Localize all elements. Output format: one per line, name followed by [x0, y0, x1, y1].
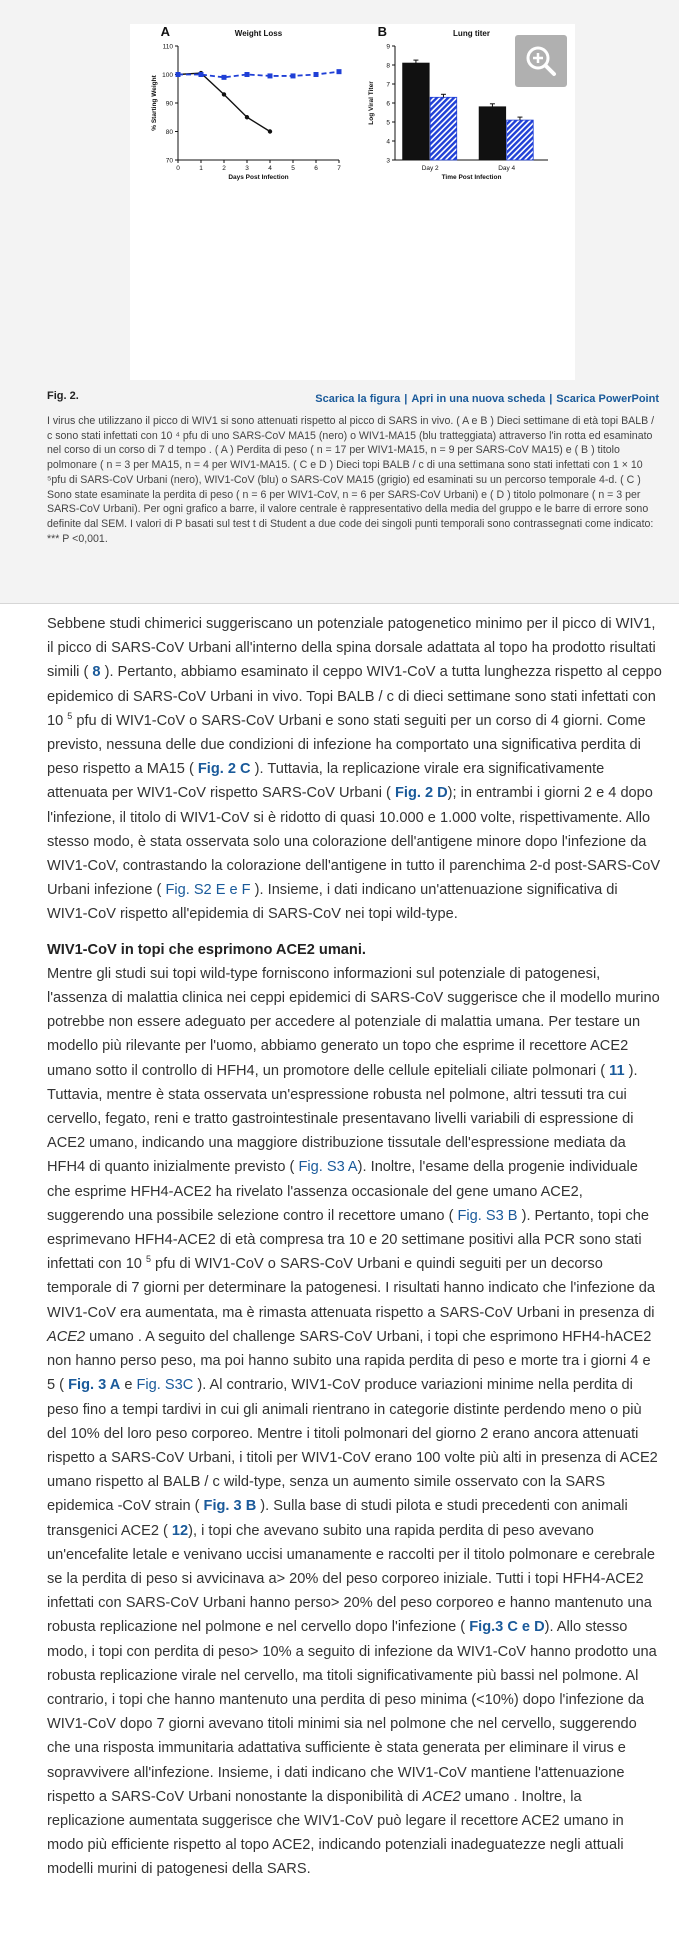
superscript: 5: [145, 1254, 151, 1265]
panel-a-ylabel: % Starting Weight: [151, 75, 158, 131]
panel-a-point: [245, 72, 250, 77]
section-heading: WIV1-CoV in topi che esprimono ACE2 umani.: [47, 941, 366, 958]
panel-b-ytick-label: 8: [386, 62, 390, 70]
panel-b-xtick-label: Day 2: [421, 165, 439, 172]
zoom-icon: [515, 35, 567, 87]
panel-a-ytick-label: 90: [165, 100, 173, 108]
superscript: 5: [67, 710, 73, 721]
article-body: [47, 612, 662, 1882]
reference-link[interactable]: 11: [609, 1062, 625, 1079]
p2-text: pfu di WIV1-CoV o SARS-CoV Urbani e quindi seguiti per un decorso temporale di 7 giorni per determinare la patogenesi. I risultati hanno indicato che l'infezione da WIV1-CoV era aumentata, ma è rimasta attenuata rispetto a SARS-CoV Urbani in presenza di: [47, 1256, 655, 1321]
italic-text: ACE2: [47, 1328, 86, 1345]
p2-text: ). Allo stesso modo, i topi con perdita di peso> 10% a seguito di infezione da WIV1-CoV hanno prodotto una robusta replicazione virale nel cervello, ma titoli significativamente più bassi nel polmone. Al contrario, i topi che hanno mantenuto una perdita di peso minima (<10%) dopo l'infezione da WIV1-CoV dopo 7 giorni avevano titoli minimi sia nel polmone che nel cervello, suggerendo che una risposta immunitaria adattativa sufficiente è stata generata per eliminare il virus e sopravvivere all'infezione. Insieme, i dati indicano che WIV1-CoV mantiene l'attenuazione rispetto a SARS-CoV Urbani nonostante la disponibilità di: [47, 1619, 657, 1805]
download-powerpoint-link[interactable]: Scarica PowerPoint: [556, 393, 659, 405]
p2-text: ). Sulla base di studi pilota e studi precedenti con animali transgenici ACE2 (: [47, 1498, 628, 1539]
panel-b-title: Lung titer: [453, 29, 490, 38]
panel-b-xtick-label: Day 4: [498, 165, 516, 172]
panel-a-xtick-label: 6: [314, 165, 318, 172]
panel-b-bar: [507, 120, 534, 160]
panel-a-point: [268, 129, 272, 133]
p2-text: umano . A seguito del challenge SARS-CoV Urbani, i topi che esprimono HFH4-hACE2 non hanno perso peso, ma poi hanno subito una rapida perdita di peso e morte tra i giorni 4 e 5 (: [47, 1328, 652, 1394]
reference-link[interactable]: Fig. 2 C: [197, 761, 251, 778]
reference-link[interactable]: Fig. S3C: [136, 1377, 194, 1394]
panel-b-ytick-label: 5: [386, 119, 390, 127]
reference-link[interactable]: 8: [92, 664, 101, 681]
p1-text: ); in entrambi i giorni 2 e 4 dopo l'infezione, il titolo di WIV1-CoV si è ridotto di quasi 10.000 e 1.000 volte, rispettivamente. Allo stesso modo, è stata osservata solo una colorazione dell'antigene minore dopo l'infezione da WIV1-CoV, contrastando la colorazione dell'antigene in tutto il parenchima 2-d post-SARS-CoV Urbani infezione (: [47, 785, 661, 899]
panel-a-xtick-label: 3: [245, 165, 249, 172]
p2-text: ). Tuttavia, mentre è stata osservata un'espressione robusta nel polmone, altri tessuti tra cui cervello, fegato, reni e tratto gastrointestinale presentavano livelli variabili di espressione di ACE2 umano, indicando una maggiore distribuzione tissutale dell'espressione mediata da HFH4 di quanto inizialmente previsto (: [47, 1062, 638, 1176]
open-new-tab-link[interactable]: Apri in una nuova scheda: [411, 393, 546, 405]
panel-a-point: [176, 72, 181, 77]
figure-image[interactable]: [130, 24, 575, 380]
panel-b-letter: B: [377, 24, 387, 39]
p1-text: ). Pertanto, abbiamo esaminato il ceppo WIV1-CoV a tutta lunghezza rispetto al ceppo epidemico di SARS-CoV Urbani in vivo. Topi BALB / c di dieci settimane sono stati infettati con 10: [47, 664, 662, 729]
panel-a-ytick-label: 110: [162, 43, 173, 51]
panel-b-ytick-label: 4: [386, 138, 390, 146]
panel-a-point: [337, 69, 342, 74]
panel-a-xtick-label: 1: [199, 165, 203, 172]
p1-text: Sebbene studi chimerici suggeriscano un potenziale patogenetico minimo per il picco di WIV1, il picco di SARS-CoV Urbani all'interno della spina dorsale adattata al topo ha prodotto risultati simili (: [47, 616, 656, 681]
panel-a-point: [222, 92, 226, 96]
p2-text: Mentre gli studi sui topi wild-type forniscono informazioni sul potenziale di patogenesi, l'assenza di malattia clinica nei ceppi epidemici di SARS-CoV suggerisce che il modello murino potrebbe non essere adeguato per accedere al potenziale di malattia umana. Per testare un modello più rilevante per l'uomo, abbiamo generato un topo che esprime il recettore ACE2 umano sotto il controllo di HFH4, un promotore delle cellule epiteliali ciliate polmonari (: [47, 965, 660, 1079]
p2-text: ). Inoltre, l'esame della progenie individuale che esprime HFH4-ACE2 ha rivelato l'assenza occasionale del gene umano ACE2, suggerendo una possibile selezione contro il recettore umano (: [47, 1159, 638, 1224]
panel-a-xtick-label: 0: [176, 165, 180, 172]
reference-link[interactable]: Fig. 2 D: [394, 785, 448, 802]
panel-a-xtick-label: 4: [268, 165, 272, 172]
paragraph-2: [47, 962, 662, 1882]
p2-text: umano . Inoltre, la replicazione aumentata suggerisce che WIV1-CoV può legare il recettore ACE2 umano in modo più efficiente rispetto al topo ACE2, indicando potenziali inadeguatezze negli attuali modelli murini di patogenesi della SARS.: [47, 1788, 624, 1878]
reference-link[interactable]: Fig. 3 B: [203, 1498, 257, 1515]
figure-container: [0, 0, 679, 604]
p2-text: ). Al contrario, WIV1-CoV produce variazioni minime nella perdita di peso fino a tempi tardivi in cui gli animali rientrano in categorie distinte perdendo meno o più del 10% del loro peso corporeo. Mentre i titoli polmonari del giorno 2 erano ancora attenuati rispetto a SARS-CoV Urbani, i titoli per WIV1-CoV erano 100 volte più alti in presenza di ACE2 umano rispetto al BALB / c wild-type, senza un aumento simile osservato con la SARS epidemica -CoV strain (: [47, 1377, 658, 1515]
figure-caption: I virus che utilizzano il picco di WIV1 si sono attenuati rispetto al picco di SARS in vivo. ( A e B ) Dieci settimane di età topi BALB / c sono stati infettati con 10 ⁴ pfu di uno SARS-CoV MA15 (nero) o WIV1-MA15 (blu tratteggiata) attraverso l'in rotta ed esaminato nel corso di un corso di 7 d tempo . ( A ) Perdita di peso ( n = 17 per WIV1-MA15, n = 9 per SARS-CoV MA15) e ( B ) titolo polmonare ( n = 3 per MA15, n = 4 per WIV1-MA15. ( C e D ) Dieci topi BALB / c di una settimana sono stati infettati con 1 × 10 ⁵pfu di SARS-CoV Urbani (nero), WIV1-CoV (blu) o SARS-CoV MA15 (grigio) ed esaminati su un percorso temporale 4-d. ( C ) Sono state esaminate la perdita di peso ( n = 6 per WIV1-CoV, n = 6 per SARS-CoV Urbani) e ( D ) titolo polmonare ( n = 3 per SARS-CoV Urbani). Per ogni grafico a barre, il valore centrale è rappresentativo della media del gruppo e le barre di errore sono definite dal SEM. I valori di P basati sul test t di Student a due code dei singoli punti temporali sono contrassegnati come indicato: *** P <0,001.: [47, 415, 655, 545]
panel-b-ytick-label: 3: [386, 157, 390, 165]
panel-a-series-line: [178, 73, 270, 131]
paragraph-1: [47, 612, 662, 927]
panel-b-ytick-label: 9: [386, 43, 390, 51]
panel-a-xtick-label: 2: [222, 165, 226, 172]
panel-a-point: [222, 75, 227, 80]
panel-a-ytick-label: 100: [162, 72, 173, 79]
panel-a-xtick-label: 7: [337, 165, 341, 172]
panel-b-bar: [479, 107, 506, 160]
p1-text: pfu di WIV1-CoV o SARS-CoV Urbani e sono stati seguiti per un corso di 4 giorni. Come previsto, nessuna delle due condizioni di infezione ha comportato una significativa perdita di peso rispetto a MA15 (: [47, 712, 646, 778]
p2-text: ). Pertanto, topi che esprimevano HFH4-ACE2 di età compresa tra 10 e 20 settimane positivi alla PCR sono stati infettati con 10: [47, 1207, 649, 1273]
panel-b-ytick-label: 7: [386, 81, 390, 89]
panel-b-bar: [430, 97, 457, 160]
panel-a-point: [291, 73, 296, 78]
panel-a-letter: A: [160, 24, 170, 39]
reference-link[interactable]: Fig. S2 E e F: [165, 882, 251, 899]
download-figure-link[interactable]: Scarica la figura: [315, 393, 401, 405]
panel-a-point: [314, 72, 319, 77]
p2-text: e: [120, 1377, 137, 1394]
p1-text: ). Tuttavia, la replicazione virale era significativamente attenuata per WIV1-CoV rispetto SARS-CoV Urbani (: [47, 761, 605, 802]
panel-a-xtick-label: 5: [291, 165, 295, 172]
italic-text: ACE2: [422, 1788, 461, 1805]
reference-link[interactable]: Fig. S3 A: [298, 1159, 358, 1176]
p1-text: ). Insieme, i dati indicano un'attenuazione significativa di WIV1-CoV rispetto all'epidemia di SARS-CoV nei topi wild-type.: [47, 882, 618, 923]
panel-a-point: [245, 115, 249, 119]
zoom-button[interactable]: [515, 35, 567, 87]
panel-b-xlabel: Time Post Infection: [441, 174, 502, 181]
reference-link[interactable]: Fig. 3 A: [68, 1377, 121, 1394]
figure-panels: [130, 24, 575, 380]
panel-b-bar: [403, 63, 430, 160]
reference-link[interactable]: Fig. S3 B: [457, 1207, 518, 1224]
figure-links: Scarica la figura | Apri in una nuova scheda | Scarica PowerPoint: [315, 393, 659, 405]
p2-text: ), i topi che avevano subito una rapida perdita di peso avevano un'encefalite letale e venivano uccisi umanamente e raccolti per il titolo polmonare e cerebrale se la perdita di peso si avvicinava a> 20% del peso corporeo iniziale. Tutti i topi HFH4-ACE2 infettati con SARS-CoV Urbani hanno perso> 20% del peso corporeo e hanno mantenuto una robusta replicazione nel polmone e nel cervello dopo l'infezione (: [47, 1522, 655, 1636]
panel-a-title: Weight Loss: [234, 29, 283, 38]
panel-a-xlabel: Days Post Infection: [228, 174, 289, 181]
panel-a-ytick-label: 70: [165, 157, 173, 165]
reference-link[interactable]: 12: [171, 1522, 189, 1539]
panel-b-ytick-label: 6: [386, 100, 390, 108]
panel-b-ylabel: Log Viral Titer: [368, 81, 375, 125]
panel-a-point: [199, 72, 204, 77]
figure-label: Fig. 2.: [47, 390, 79, 402]
panel-a-ytick-label: 80: [165, 129, 173, 136]
reference-link[interactable]: Fig.3 C e D: [469, 1619, 545, 1636]
panel-a-point: [268, 73, 273, 78]
